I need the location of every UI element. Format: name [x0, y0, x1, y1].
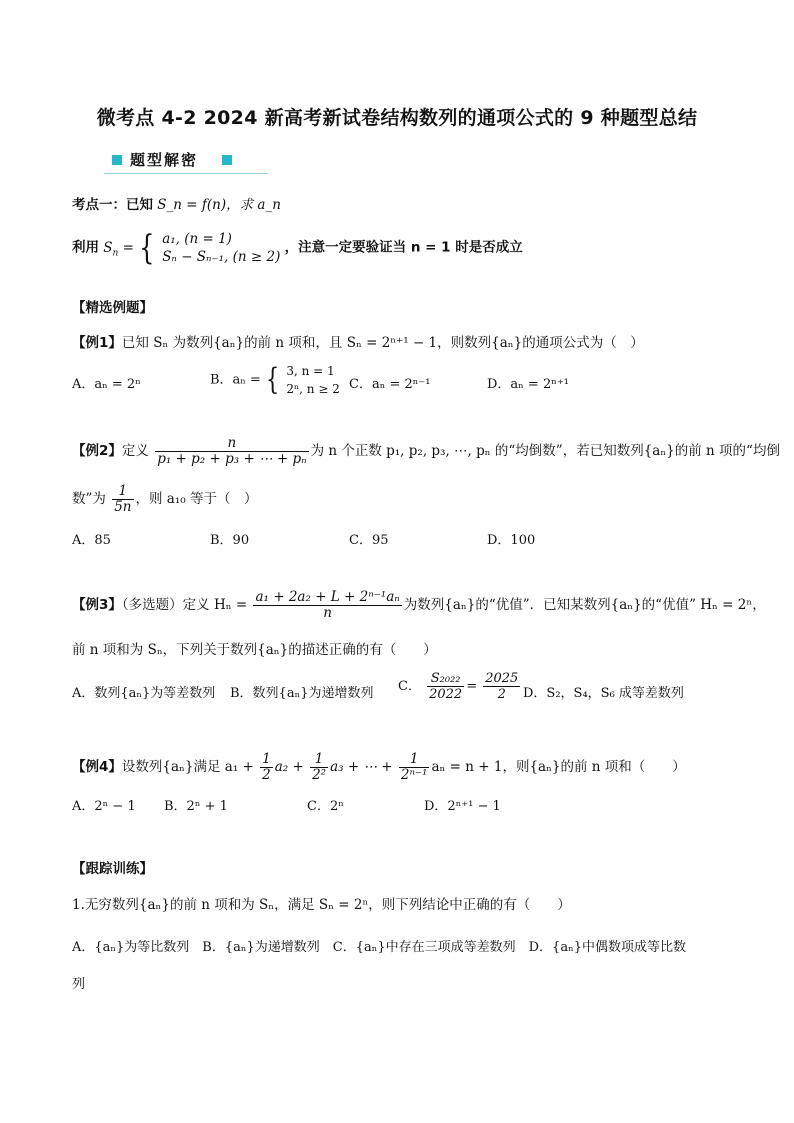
kaodian-heading: 考点一：已知 S_n = f(n)，求 a_n — [72, 197, 281, 213]
fraction: $\frac{\text{a₁ + 2a₂ + L + 2ⁿ⁻¹aₙ}}{n}$ — [255, 589, 400, 621]
kaodian-note: 利用 $S_n$ = { a₁, (n = 1) Sₙ − Sₙ₋₁, (n ≥ 2) ，注意一定要验证当 n = 1 时是否成立 — [72, 228, 523, 268]
example-3-option-c: C． $\frac{\text{S₂₀₂₂}}{2022}$ = $\frac{2025}{2}$ — [398, 671, 519, 702]
training-1-options: A．{aₙ}为等比数列 B．{aₙ}为递增数列 C．{aₙ}中存在三项成等差数列 D．{aₙ}中偶数项成等比数 — [72, 940, 686, 955]
example-2-option-d: D．100 — [487, 533, 536, 548]
example-4-option-b: B．2ⁿ + 1 — [164, 799, 228, 814]
example-2-option-c: C．95 — [349, 533, 389, 548]
example-2-option-a: A．85 — [72, 533, 111, 548]
section-label-genzong: 【跟踪训练】 — [72, 861, 153, 877]
fraction: $\frac{1}{2}$ — [262, 751, 271, 783]
piecewise-cases: a₁, (n = 1) Sₙ − Sₙ₋₁, (n ≥ 2) — [162, 231, 281, 265]
example-3-option-b: B．数列{aₙ}为递增数列 — [230, 686, 374, 701]
fraction: $\frac{n}{\text{p₁ + p₂ + p₃ + ⋯ + pₙ}}$ — [157, 435, 307, 467]
example-4-option-a: A．2ⁿ − 1 — [72, 799, 136, 814]
section-title: 题型解密 — [130, 151, 199, 169]
square-icon — [222, 155, 232, 165]
section-underline — [104, 173, 268, 174]
example-2-stem-line2: 数”为 $\frac{1}{5n}$ ，则 a₁₀ 等于（ ） — [72, 483, 258, 515]
example-3-option-a: A．数列{aₙ}为等差数列 — [72, 686, 216, 701]
example-4-option-c: C．2ⁿ — [307, 799, 344, 814]
example-4-stem: 【例4】设数列{aₙ}满足 a₁ + $\frac{1}{2}$ a₂ + $\frac{1}{\text{2²}}$ a₃ + ⋯ + $\frac{1}{\text{2ⁿ⁻¹}}$ aₙ = n + 1，则{aₙ}的前 n 项和（ ） — [72, 751, 686, 783]
fraction: $\frac{1}{5n}$ — [114, 483, 132, 515]
example-4-option-d: D．2ⁿ⁺¹ − 1 — [424, 799, 501, 814]
fraction: $\frac{1}{\text{2ⁿ⁻¹}}$ — [400, 751, 428, 783]
square-icon — [112, 155, 122, 165]
example-3-stem-line2: 前 n 项和为 Sₙ，下列关于数列{aₙ}的描述正确的有（ ） — [72, 642, 437, 658]
example-1-stem: 【例1】已知 Sₙ 为数列{aₙ}的前 n 项和，且 Sₙ = 2ⁿ⁺¹ − 1，则数列{aₙ}的通项公式为（ ） — [72, 335, 644, 351]
section-header — [104, 148, 268, 172]
example-1-option-b: B．aₙ = { 3, n = 1 2ⁿ, n ≥ 2 — [210, 362, 340, 397]
example-2-option-b: B．90 — [210, 533, 250, 548]
training-1-options-wrap: 列 — [72, 977, 86, 992]
example-2-stem: 【例2】定义 $\frac{n}{\text{p₁ + p₂ + p₃ + ⋯ + pₙ}}$ 为 n 个正数 p₁, p₂, p₃, ⋯, pₙ 的“均倒数”，若已知数列{aₙ}的前 n 项的“均倒 — [72, 435, 780, 467]
fraction: $\frac{\text{S₂₀₂₂}}{2022}$ — [429, 671, 463, 702]
example-3-stem: 【例3】（多选题）定义 Hₙ = $\frac{\text{a₁ + 2a₂ + L + 2ⁿ⁻¹aₙ}}{n}$ 为数列{aₙ}的“优值”．已知某数列{aₙ}的“优值” Hₙ = 2ⁿ， — [72, 589, 766, 621]
page-title: 微考点 4-2 2024 新高考新试卷结构数列的通项公式的 9 种题型总结 — [96, 107, 698, 129]
example-3-option-d: D．S₂，S₄，S₆ 成等差数列 — [523, 686, 684, 701]
example-1-option-d: D．aₙ = 2ⁿ⁺¹ — [487, 377, 569, 392]
section-label-jingxuan: 【精选例题】 — [72, 300, 153, 316]
example-1-option-a: A．aₙ = 2ⁿ — [72, 377, 141, 392]
fraction: $\frac{1}{\text{2²}}$ — [312, 751, 327, 783]
training-1-stem: 1.无穷数列{aₙ}的前 n 项和为 Sₙ，满足 Sₙ = 2ⁿ，则下列结论中正确的有（ ） — [72, 897, 571, 913]
fraction: $\frac{2025}{2}$ — [485, 671, 519, 702]
example-1-option-c: C．aₙ = 2ⁿ⁻¹ — [349, 377, 431, 392]
